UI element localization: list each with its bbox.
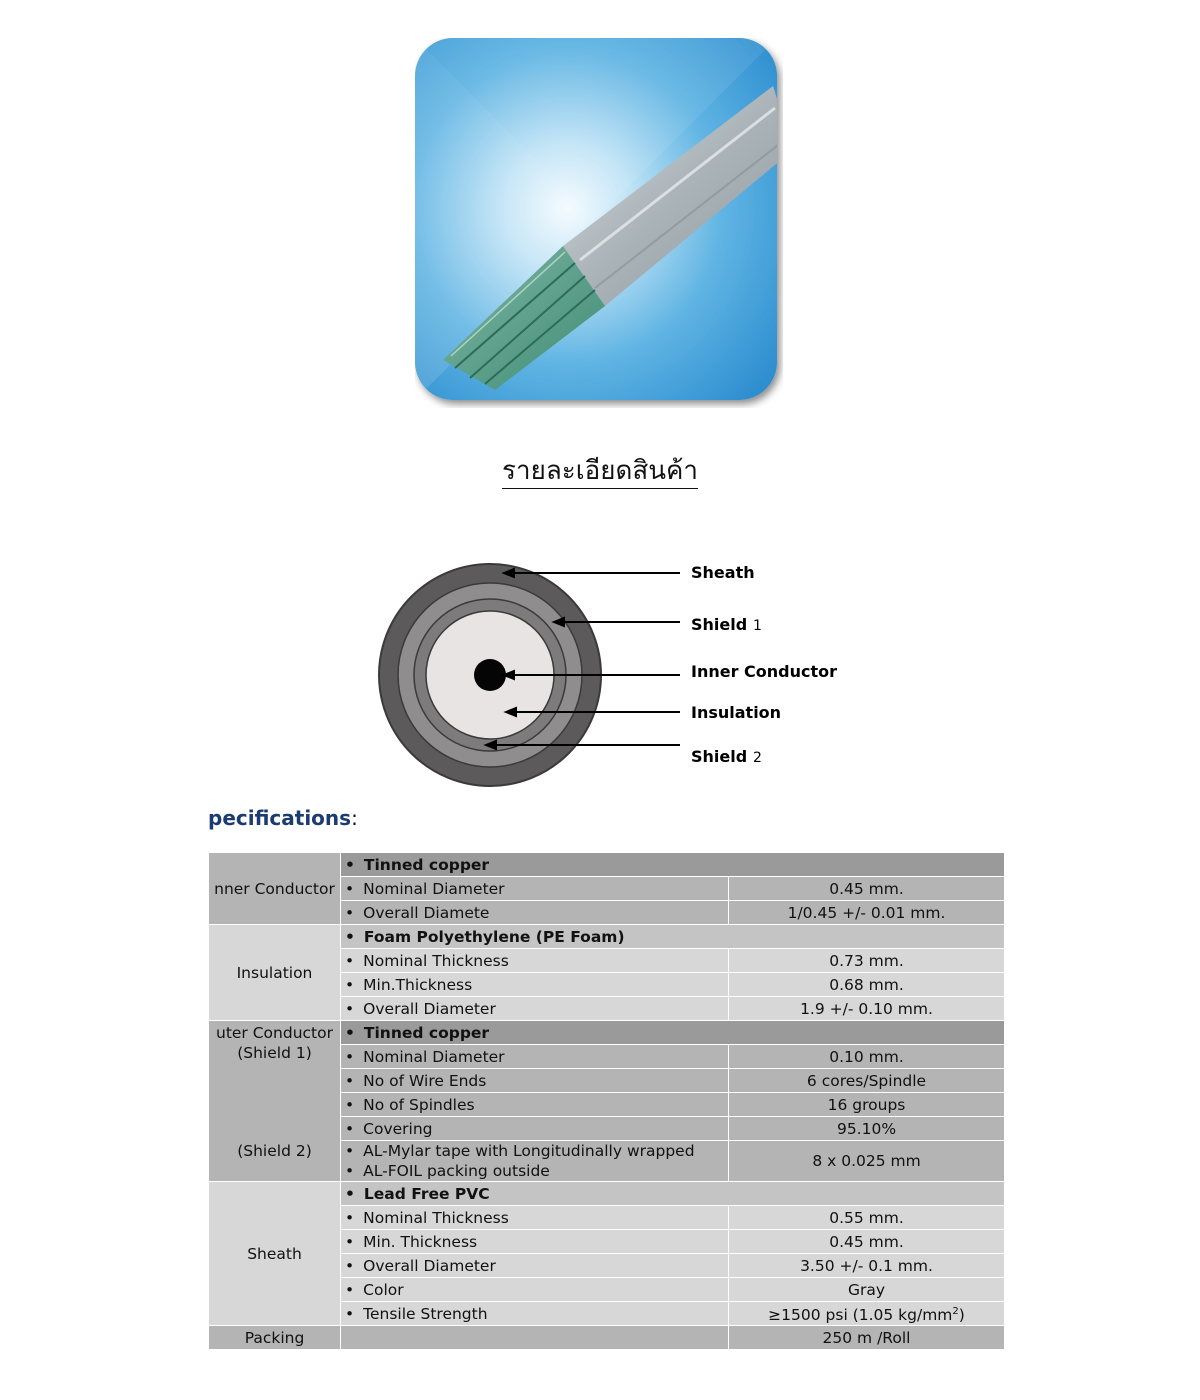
category-shield2: (Shield 2) (237, 1142, 312, 1160)
value-cell: 0.45 mm. (729, 1230, 1005, 1254)
category-shield1: (Shield 1) (237, 1044, 312, 1062)
property-cell: • Min.Thickness (341, 973, 729, 997)
material-outer-conductor: • Tinned copper (341, 1021, 1005, 1045)
value-cell: 0.73 mm. (729, 949, 1005, 973)
category-cell-insulation (209, 925, 341, 1021)
table-row (209, 925, 1005, 949)
tape-line-2: • AL-FOIL packing outside (345, 1161, 724, 1181)
product-details-heading-text: รายละเอียดสินค้า (502, 456, 698, 489)
table-row (209, 1326, 1005, 1350)
cable-product-image (415, 38, 783, 408)
label-insulation: Insulation (691, 703, 782, 722)
category-cell-inner-conductor (209, 853, 341, 925)
property-cell: • Overall Diamete (341, 901, 729, 925)
value-cell: 0.10 mm. (729, 1045, 1005, 1069)
value-cell-tape: 8 x 0.025 mm (729, 1141, 1005, 1182)
property-cell: • Tensile Strength (341, 1302, 729, 1326)
product-details-heading (0, 450, 1200, 491)
label-shield2-number: 2 (753, 750, 762, 766)
value-cell: 1.9 +/- 0.10 mm. (729, 997, 1005, 1021)
table-row (209, 1182, 1005, 1206)
tape-line-1: • AL-Mylar tape with Longitudinally wrapped (345, 1141, 724, 1161)
value-cell-tensile (729, 1302, 1005, 1326)
value-cell: 0.45 mm. (729, 877, 1005, 901)
label-inner-conductor: Inner Conductor (691, 662, 838, 681)
property-cell: • Color (341, 1278, 729, 1302)
label-sheath: Sheath (691, 563, 755, 582)
value-cell: 6 cores/Spindle (729, 1069, 1005, 1093)
property-cell: • Nominal Diameter (341, 877, 729, 901)
property-cell: • No of Wire Ends (341, 1069, 729, 1093)
label-shield1-number: 1 (753, 618, 762, 634)
value-cell: 0.68 mm. (729, 973, 1005, 997)
property-cell-tape (341, 1141, 729, 1182)
category-sheath: Sheath (247, 1244, 302, 1263)
property-cell: • Nominal Thickness (341, 949, 729, 973)
tensile-value: ≥1500 psi (1.05 kg/mm (768, 1306, 953, 1325)
category-cell-sheath (209, 1182, 341, 1326)
value-cell: Gray (729, 1278, 1005, 1302)
cable-cross-section-diagram (370, 540, 870, 800)
property-cell: • Min. Thickness (341, 1230, 729, 1254)
packing-empty-cell (341, 1326, 729, 1350)
property-cell: • Overall Diameter (341, 997, 729, 1021)
value-cell: 1/0.45 +/- 0.01 mm. (729, 901, 1005, 925)
category-outer-conductor: uter Conductor (216, 1024, 333, 1042)
label-shield1: Shield (691, 615, 748, 634)
material-inner-conductor: • Tinned copper (341, 853, 1005, 877)
specifications-title (208, 806, 408, 830)
value-cell-packing: 250 m /Roll (729, 1326, 1005, 1350)
specifications-title-colon: : (351, 806, 358, 830)
category-inner-conductor: nner Conductor (214, 879, 335, 898)
label-shield2: Shield (691, 747, 748, 766)
property-cell: • Nominal Thickness (341, 1206, 729, 1230)
value-cell: 3.50 +/- 0.1 mm. (729, 1254, 1005, 1278)
material-insulation: • Foam Polyethylene (PE Foam) (341, 925, 1005, 949)
category-cell-outer-conductor (209, 1021, 341, 1182)
property-cell: • No of Spindles (341, 1093, 729, 1117)
table-row (209, 853, 1005, 877)
property-cell: • Nominal Diameter (341, 1045, 729, 1069)
category-insulation: Insulation (236, 963, 313, 982)
value-cell: 0.55 mm. (729, 1206, 1005, 1230)
tensile-close: ) (958, 1306, 965, 1325)
inner-conductor-dot (474, 659, 506, 691)
value-cell: 16 groups (729, 1093, 1005, 1117)
category-packing: Packing (209, 1326, 341, 1350)
property-cell: • Overall Diameter (341, 1254, 729, 1278)
material-sheath: • Lead Free PVC (341, 1182, 1005, 1206)
value-cell: 95.10% (729, 1117, 1005, 1141)
specifications-table (208, 852, 1005, 1350)
property-cell: • Covering (341, 1117, 729, 1141)
tensile-superscript: 2 (952, 1306, 959, 1317)
specifications-title-text: pecifications (208, 806, 352, 830)
table-row (209, 1021, 1005, 1045)
